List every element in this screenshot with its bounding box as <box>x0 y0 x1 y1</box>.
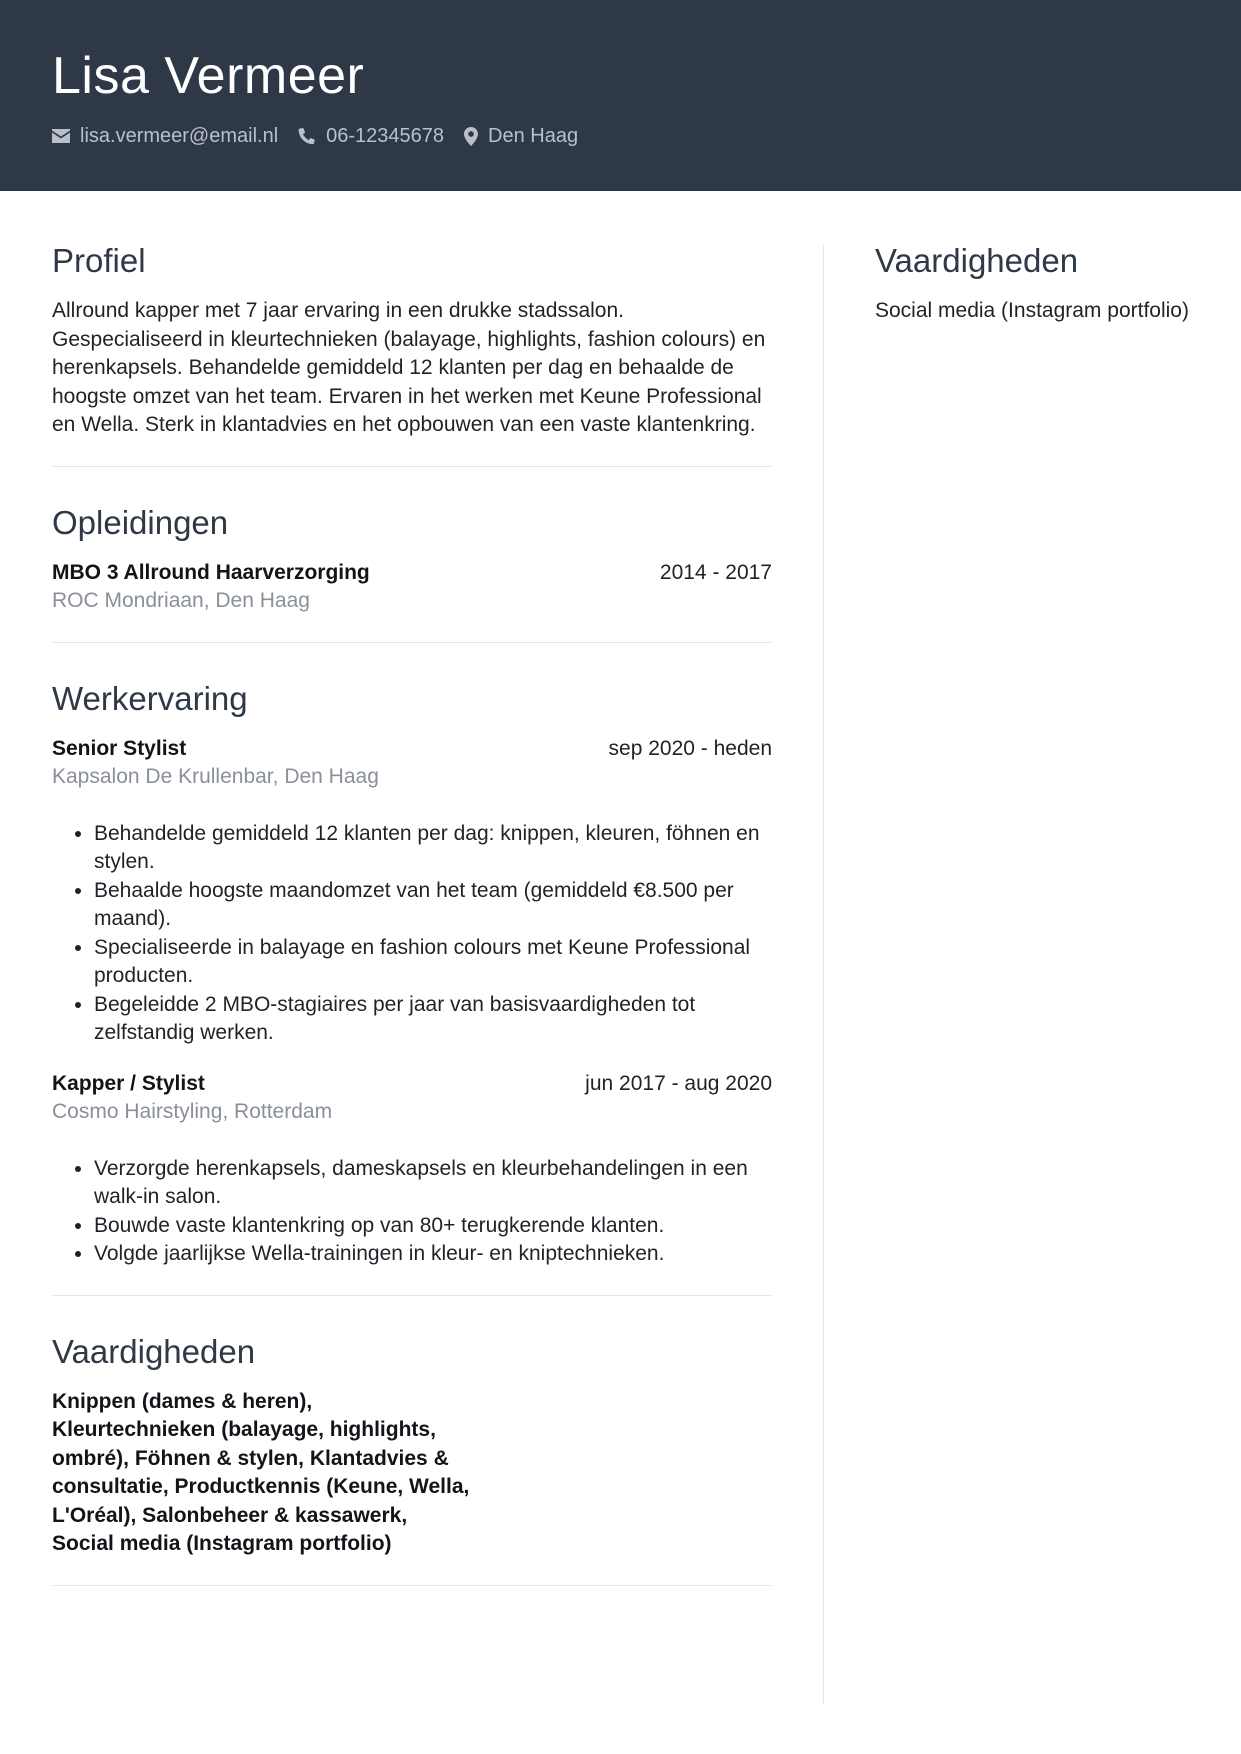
map-pin-icon <box>464 127 478 146</box>
resume-header <box>0 0 1241 191</box>
section-divider <box>52 1585 772 1586</box>
job-bullets <box>52 820 772 1048</box>
experience-entry <box>52 735 772 1048</box>
column-divider <box>823 244 824 1704</box>
education-school: ROC Mondriaan, Den Haag <box>52 589 310 612</box>
job-bullet: • Specialiseerde in balayage en fashion colours met Keune Professional producten. <box>94 934 772 991</box>
contact-email <box>52 125 278 148</box>
education-section <box>52 497 772 616</box>
sidebar-skills-text: Social media (Instagram portfolio) <box>875 299 1189 322</box>
job-bullet: • Begeleidde 2 MBO-stagiaires per jaar van basisvaardigheden tot zelfstandig werken. <box>94 991 772 1048</box>
location-text: Den Haag <box>488 124 579 147</box>
job-company: Kapsalon De Krullenbar, Den Haag <box>52 765 379 788</box>
section-divider <box>52 466 772 467</box>
education-period: 2014 - 2017 <box>659 560 772 584</box>
job-company: Cosmo Hairstyling, Rotterdam <box>52 1100 333 1123</box>
job-bullet: • Bouwde vaste klantenkring op van 80+ terugkerende klanten. <box>94 1212 772 1241</box>
main-column <box>52 235 772 1616</box>
candidate-name: Lisa Vermeer <box>52 47 365 105</box>
skills-main-title: Vaardigheden <box>52 1332 256 1370</box>
skills-main-text: Knippen (dames & heren), Kleurtechnieken (balayage, highlights, ombré), Föhnen & stylen, Klantadvies & consultatie, Productkennis (Keune, Wella, L'Oréal), Salonbeheer & kassawerk, Social media (Instagram portfolio) <box>52 1389 470 1555</box>
experience-section <box>52 673 772 1269</box>
job-bullet: • Behandelde gemiddeld 12 klanten per dag: knippen, kleuren, föhnen en stylen. <box>94 820 772 877</box>
job-period: sep 2020 - heden <box>608 736 772 760</box>
job-bullet: • Verzorgde herenkapsels, dameskapsels en kleurbehandelingen in een walk-in salon. <box>94 1155 772 1212</box>
skills-main-section <box>52 1326 772 1559</box>
email-text[interactable]: lisa.vermeer@email.nl <box>80 124 279 147</box>
job-bullets <box>52 1155 772 1269</box>
contact-location <box>464 125 578 148</box>
envelope-icon <box>52 129 70 143</box>
education-title: Opleidingen <box>52 503 229 541</box>
section-divider <box>52 1295 772 1296</box>
contact-phone <box>298 125 444 148</box>
profile-section <box>52 235 772 440</box>
job-period: jun 2017 - aug 2020 <box>585 1071 772 1095</box>
sidebar-column <box>875 235 1195 326</box>
phone-text[interactable]: 06-12345678 <box>326 124 445 147</box>
experience-entry <box>52 1070 772 1269</box>
job-bullet: • Behaalde hoogste maandomzet van het team (gemiddeld €8.500 per maand). <box>94 877 772 934</box>
section-divider <box>52 642 772 643</box>
contact-info <box>52 122 598 150</box>
job-role: Senior Stylist <box>52 736 187 760</box>
job-bullet: • Volgde jaarlijkse Wella-trainingen in kleur- en kniptechnieken. <box>94 1240 772 1269</box>
profile-text: Allround kapper met 7 jaar ervaring in een drukke stadssalon. Gespecialiseerd in kleurtechnieken (balayage, highlights, fashion colours) en herenkapsels. Behandelde gemiddeld 12 klanten per dag en behaalde de hoogste omzet van het team. Ervaren in het werken met Keune Professional en Wella. Sterk in klantadvies en het opbouwen van een vaste klantenkring. <box>52 299 766 436</box>
phone-icon <box>298 127 316 145</box>
education-entry <box>52 559 772 616</box>
profile-title: Profiel <box>52 242 146 279</box>
experience-title: Werkervaring <box>52 679 248 717</box>
job-role: Kapper / Stylist <box>52 1071 205 1095</box>
education-degree: MBO 3 Allround Haarverzorging <box>52 560 370 584</box>
sidebar-skills-title: Vaardigheden <box>875 242 1079 279</box>
